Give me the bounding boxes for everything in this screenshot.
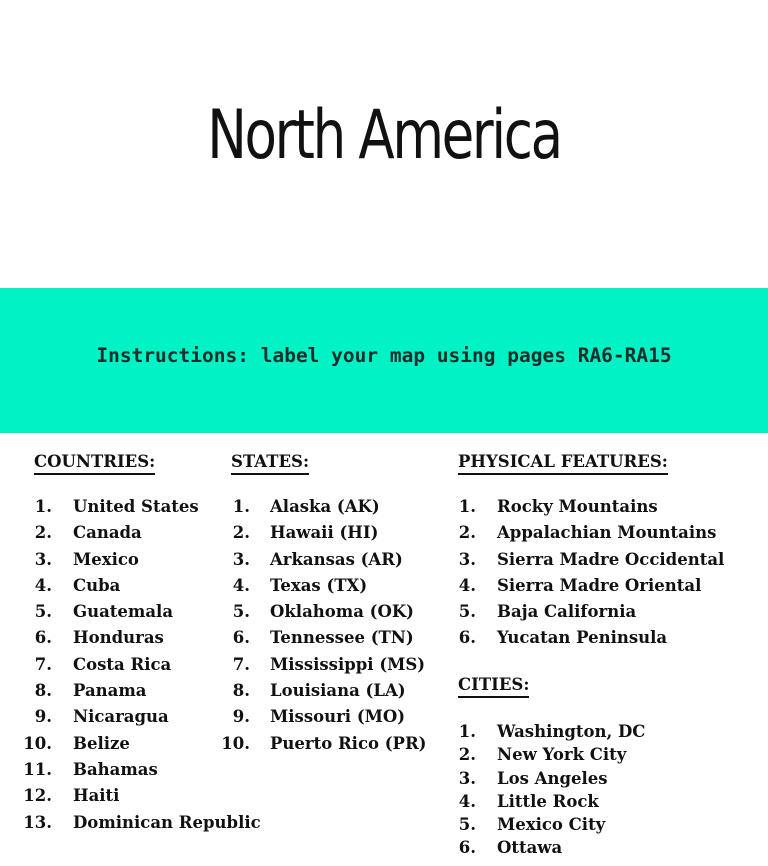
list-number: 2. [34,523,52,543]
physical-feature-item-text: Baja California [497,602,637,622]
physical-feature-item [444,520,717,546]
state-item [218,494,380,520]
city-item [444,767,608,790]
list-number: 7. [232,654,250,674]
list-number: 6. [458,838,476,858]
list-number: 3. [458,768,476,788]
list-number: 1. [458,497,476,516]
list-number: 4. [458,791,476,811]
physical-feature-item-text: Sierra Madre Occidental [497,549,725,569]
country-item-text: Panama [73,681,147,701]
list-number: 2. [458,523,476,543]
state-item [218,678,406,704]
list-number: 2. [232,523,250,543]
countries-heading: COUNTRIES: [34,451,155,475]
state-item-text: Mississippi (MS) [270,654,426,674]
physical-feature-item [444,625,668,651]
physical-feature-item [444,573,702,599]
city-item-text: Ottawa [497,838,563,858]
list-number: 11. [23,759,52,779]
state-item [218,652,426,678]
list-number: 7. [34,654,52,674]
country-item [20,783,120,809]
city-item-text: Mexico City [497,815,606,835]
physical-feature-item-text: Sierra Madre Oriental [497,575,702,595]
state-item [218,731,427,757]
list-number: 6. [34,628,52,648]
instructions-banner [0,288,768,433]
physical-feature-item-text: Appalachian Mountains [497,523,717,543]
list-number: 12. [23,786,52,806]
country-item [20,494,199,520]
city-item [444,836,563,859]
cities-list [444,720,646,860]
list-number: 10. [23,733,52,753]
list-number: 1. [34,497,52,516]
states-list [218,494,427,757]
state-item-text: Oklahoma (OK) [270,602,414,622]
city-item-text: New York City [497,745,627,765]
state-item-text: Texas (TX) [270,575,368,595]
list-number: 9. [232,707,250,727]
list-number: 10. [221,733,250,753]
list-number: 9. [34,707,52,727]
country-item-text: Bahamas [73,759,158,779]
state-item [218,573,368,599]
list-number: 6. [232,628,250,648]
state-item-text: Alaska (AK) [270,497,380,516]
country-item-text: Dominican Republic [73,812,261,832]
state-item-text: Puerto Rico (PR) [270,733,427,753]
country-item-text: Costa Rica [73,654,172,674]
list-number: 1. [232,497,250,516]
country-item-text: Guatemala [73,602,174,622]
list-number: 5. [458,815,476,835]
country-item-text: Nicaragua [73,707,169,727]
list-number: 3. [34,549,52,569]
country-item [20,573,121,599]
state-item [218,547,403,573]
country-item-text: Belize [73,733,130,753]
physical-feature-item [444,599,637,625]
state-item [218,625,414,651]
country-item [20,599,174,625]
physical-feature-item [444,547,725,573]
state-item [218,704,406,730]
states-heading: STATES: [231,451,309,475]
country-item [20,704,169,730]
page-title: North America [207,96,561,175]
country-item-text: Mexico [73,549,139,569]
list-number: 4. [232,575,250,595]
city-item-text: Los Angeles [497,768,608,788]
list-number: 4. [458,575,476,595]
country-item [20,810,261,836]
list-number: 8. [34,681,52,701]
country-item-text: Canada [73,523,142,543]
physical-feature-item-text: Yucatan Peninsula [497,628,668,648]
countries-list [20,494,261,836]
state-item-text: Missouri (MO) [270,707,406,727]
city-item-text: Washington, DC [497,722,646,741]
list-number: 1. [458,722,476,741]
instructions-text: Instructions: label your map using pages RA6-RA15 [96,344,672,367]
country-item [20,731,130,757]
state-item-text: Hawaii (HI) [270,523,379,543]
city-item-text: Little Rock [497,791,599,811]
list-number: 8. [232,681,250,701]
physical-features-heading: PHYSICAL FEATURES: [458,451,668,475]
country-item [20,625,164,651]
list-number: 6. [458,628,476,648]
country-item-text: Haiti [73,786,120,806]
physical-features-list [444,494,725,652]
state-item-text: Arkansas (AR) [270,549,403,569]
list-number: 5. [458,602,476,622]
city-item [444,720,646,743]
list-number: 5. [232,602,250,622]
cities-heading: CITIES: [458,674,529,698]
country-item [20,652,172,678]
state-item [218,599,414,625]
physical-feature-item [444,494,658,520]
state-item-text: Tennessee (TN) [270,628,414,648]
list-number: 2. [458,745,476,765]
country-item [20,678,147,704]
country-item-text: Cuba [73,575,121,595]
list-number: 3. [232,549,250,569]
list-number: 5. [34,602,52,622]
list-number: 3. [458,549,476,569]
country-item-text: Honduras [73,628,164,648]
list-number: 13. [23,812,52,832]
country-item [20,520,142,546]
physical-feature-item-text: Rocky Mountains [497,497,658,516]
city-item [444,813,606,836]
list-number: 4. [34,575,52,595]
city-item [444,790,599,813]
state-item [218,520,379,546]
country-item [20,547,139,573]
country-item-text: United States [73,497,199,516]
city-item [444,743,627,766]
country-item [20,757,158,783]
state-item-text: Louisiana (LA) [270,681,406,701]
